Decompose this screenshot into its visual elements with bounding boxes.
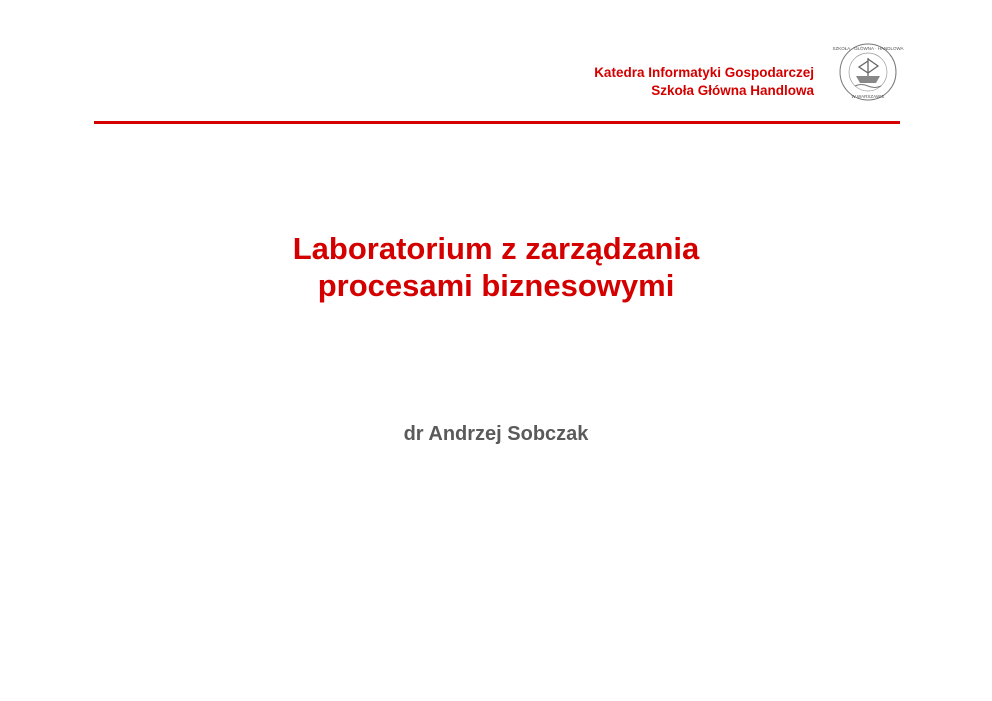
- university-seal-icon: [832, 42, 904, 102]
- slide-header: [94, 38, 904, 128]
- slide-title: [0, 230, 992, 304]
- department-name: [594, 64, 814, 100]
- header-divider: [94, 121, 900, 124]
- title-line-2: procesami biznesowymi: [317, 268, 675, 303]
- svg-text:W WARSZAWIE: W WARSZAWIE: [851, 94, 885, 99]
- svg-text:SZKOŁA · GŁÓWNA · HANDLOWA: SZKOŁA · GŁÓWNA · HANDLOWA: [832, 46, 904, 51]
- author-name: dr Andrzej Sobczak: [403, 423, 589, 445]
- title-line-1: Laboratorium z zarządzania: [292, 231, 700, 266]
- department-line: Katedra Informatyki Gospodarczej: [594, 65, 814, 80]
- university-line: Szkoła Główna Handlowa: [651, 83, 814, 98]
